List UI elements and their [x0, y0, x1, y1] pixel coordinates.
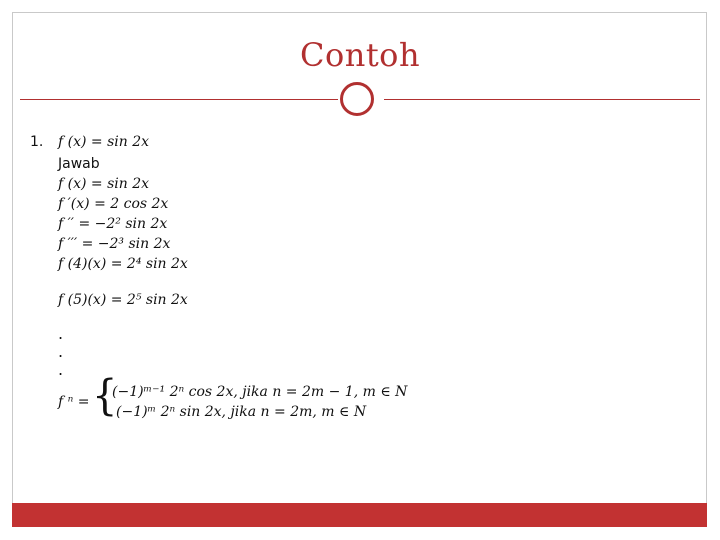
problem-number: 1. [30, 134, 44, 150]
derivative-step-4: f (4)(x) = 2⁴ sin 2x [58, 256, 188, 272]
title-rule-left [20, 99, 338, 100]
ellipsis-dot: . [58, 324, 64, 343]
derivative-step-1: f ′(x) = 2 cos 2x [58, 196, 169, 212]
circle-ornament-icon [340, 82, 374, 116]
derivative-step-5: f (5)(x) = 2⁵ sin 2x [58, 292, 188, 308]
ellipsis-dot: . [58, 342, 64, 361]
ellipsis-dot: . [58, 360, 64, 379]
title-rule-right [384, 99, 700, 100]
derivative-step-2: f ′′ = −2² sin 2x [58, 216, 168, 232]
derivative-step-0: f (x) = sin 2x [58, 176, 150, 192]
footer-bar [12, 503, 707, 527]
general-formula-lhs: f ⁿ = [58, 394, 90, 410]
problem-statement: f (x) = sin 2x [58, 134, 150, 150]
general-case-odd: (−1)ᵐ⁻¹ 2ⁿ cos 2x, jika n = 2m − 1, m ∈ N [112, 384, 408, 400]
derivative-step-3: f ′′′ = −2³ sin 2x [58, 236, 171, 252]
slide-title: Contoh [299, 36, 421, 74]
general-case-even: (−1)ᵐ 2ⁿ sin 2x, jika n = 2m, m ∈ N [116, 404, 367, 420]
solution-label: Jawab [58, 156, 100, 172]
case-brace: { [92, 371, 118, 421]
